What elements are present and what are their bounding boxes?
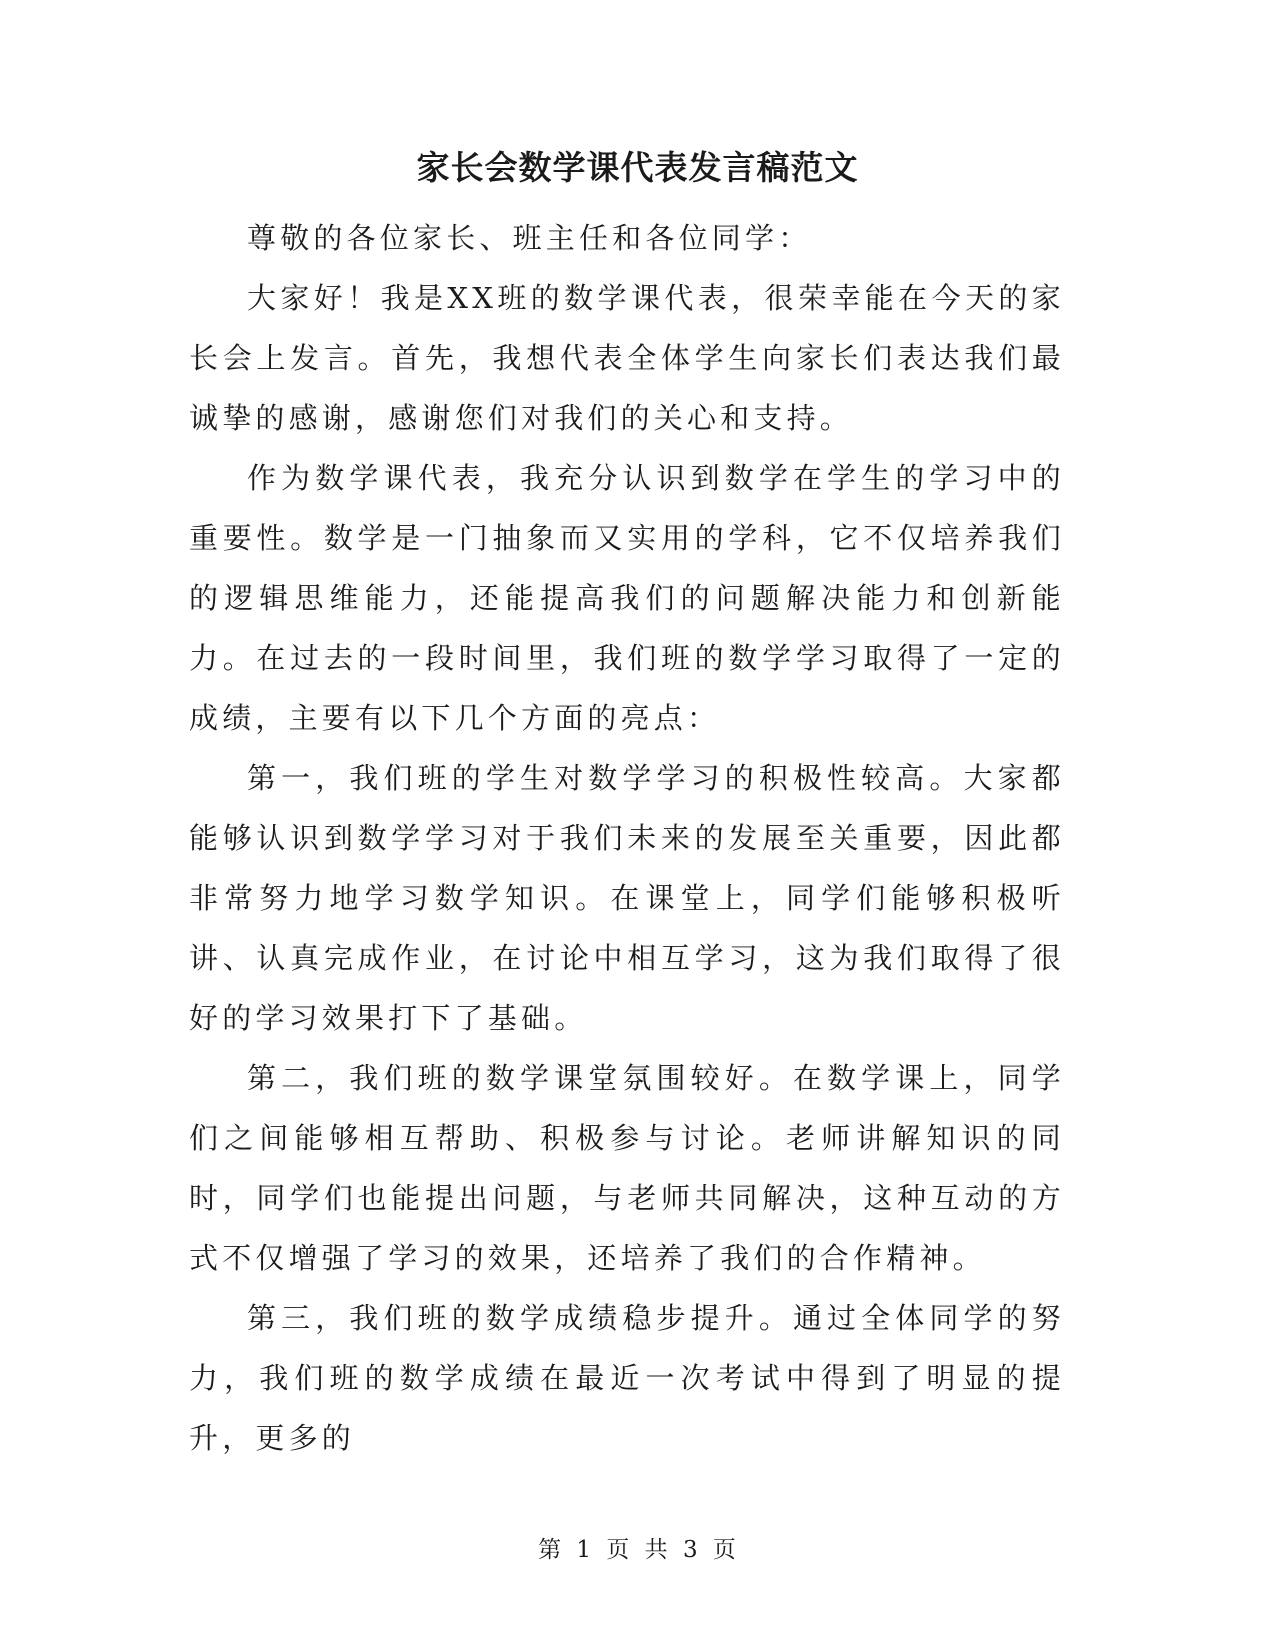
paragraph-greeting: 大家好！我是XX班的数学课代表，很荣幸能在今天的家长会上发言。首先，我想代表全体学生向家长们表达我们最诚挚的感谢，感谢您们对我们的关心和支持。 xyxy=(189,281,1065,435)
paragraph-salutation: 尊敬的各位家长、班主任和各位同学： xyxy=(247,221,812,255)
paragraph-point-one: 第一，我们班的学生对数学学习的积极性较高。大家都能够认识到数学学习对于我们未来的发展至关重要，因此都非常努力地学习数学知识。在课堂上，同学们能够积极听讲、认真完成作业，在讨论中相互学习，这为我们取得了很好的学习效果打下了基础。 xyxy=(189,761,1065,1035)
paragraph-point-three: 第三，我们班的数学成绩稳步提升。通过全体同学的努力，我们班的数学成绩在最近一次考试中得到了明显的提升，更多的 xyxy=(189,1301,1065,1455)
paragraph-point-two: 第二，我们班的数学课堂氛围较好。在数学课上，同学们之间能够相互帮助、积极参与讨论。老师讲解知识的同时，同学们也能提出问题，与老师共同解决，这种互动的方式不仅增强了学习的效果，还培养了我们的合作精神。 xyxy=(189,1061,1065,1275)
document-body xyxy=(189,208,1065,1468)
paragraph-importance: 作为数学课代表，我充分认识到数学在学生的学习中的重要性。数学是一门抽象而又实用的学科，它不仅培养我们的逻辑思维能力，还能提高我们的问题解决能力和创新能力。在过去的一段时间里，我们班的数学学习取得了一定的成绩，主要有以下几个方面的亮点： xyxy=(189,461,1065,735)
page-footer: 第 1 页 共 3 页 xyxy=(538,1537,737,1563)
document-title: 家长会数学课代表发言稿范文 xyxy=(416,148,859,187)
